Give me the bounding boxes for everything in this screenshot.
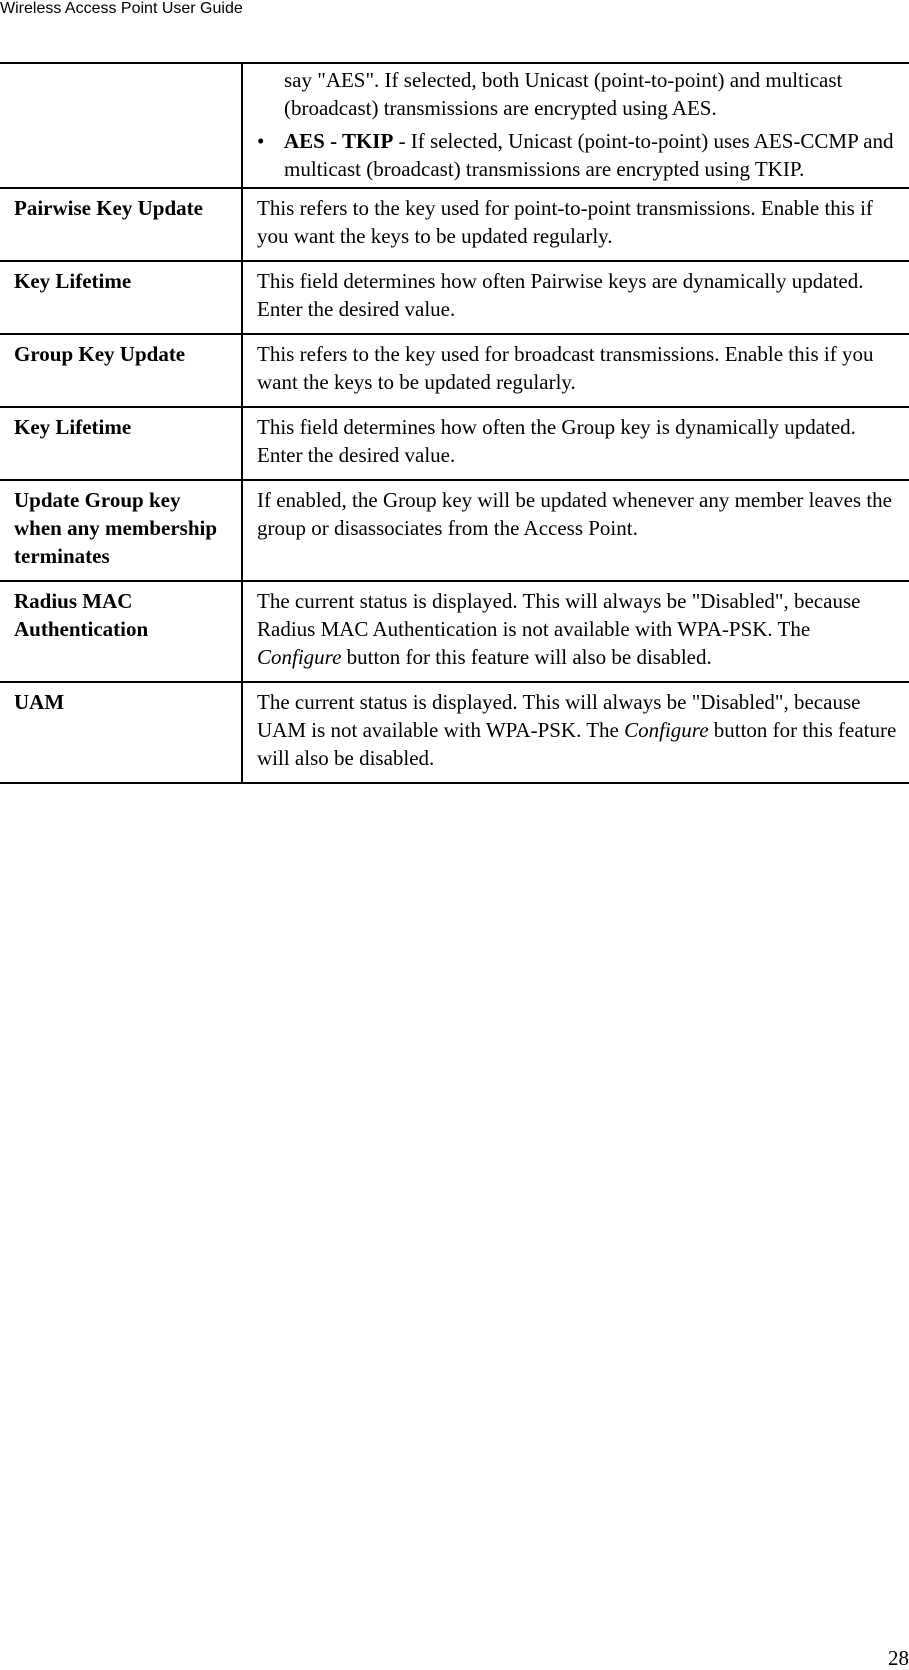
term-cell: Update Group key when any membership terminates [14,488,218,568]
page-number: 28 [888,1646,909,1670]
desc-cell: If enabled, the Group key will be updated whenever any member leaves the group or disassociates from the Access Point. [242,480,909,581]
table-row [0,480,909,581]
term-cell: Group Key Update [14,342,186,366]
desc-cell: This field determines how often Pairwise keys are dynamically updated. Enter the desired value. [242,261,909,334]
table-row [0,63,909,188]
table-row [0,188,909,261]
term-cell: Radius MAC Authentication [14,589,149,641]
desc-cell: This field determines how often the Group key is dynamically updated. Enter the desired value. [242,407,909,480]
table-row [0,581,909,682]
desc-cell [242,63,909,188]
desc-cell: This refers to the key used for broadcast transmissions. Enable this if you want the keys to be updated regularly. [242,334,909,407]
table-row [0,682,909,783]
term-cell: Key Lifetime [14,269,132,293]
bullet-item [257,127,897,183]
desc-text: The current status is displayed. This will always be "Disabled", because UAM is not available with WPA-PSK. The [257,690,861,742]
desc-cell [242,682,909,783]
continued-text: say "AES". If selected, both Unicast (point-to-point) and multicast (broadcast) transmissions are encrypted using AES. [284,68,843,120]
term-cell: UAM [14,690,65,714]
configure-term: Configure [624,718,709,742]
bullet-text: - If selected, Unicast (point-to-point) uses AES-CCMP and multicast (broadcast) transmissions are encrypted using TKIP. [284,129,894,181]
table-row [0,261,909,334]
desc-text: button for this feature will also be disabled. [341,645,712,669]
desc-cell [242,581,909,682]
desc-text: The current status is displayed. This will always be "Disabled", because Radius MAC Authentication is not available with WPA-PSK. The [257,589,861,641]
desc-text: button for this feature will also be disabled. [257,718,897,770]
bullet-icon: • [257,129,265,153]
table-row [0,407,909,480]
running-header: Wireless Access Point User Guide [0,0,243,17]
desc-cell: This refers to the key used for point-to-point transmissions. Enable this if you want the keys to be updated regularly. [242,188,909,261]
term-cell: Pairwise Key Update [14,196,203,220]
settings-table [0,62,909,784]
term-cell: Key Lifetime [14,415,132,439]
table-row [0,334,909,407]
bullet-term: AES - TKIP [284,129,394,153]
term-cell-empty [0,63,242,188]
configure-term: Configure [257,645,342,669]
